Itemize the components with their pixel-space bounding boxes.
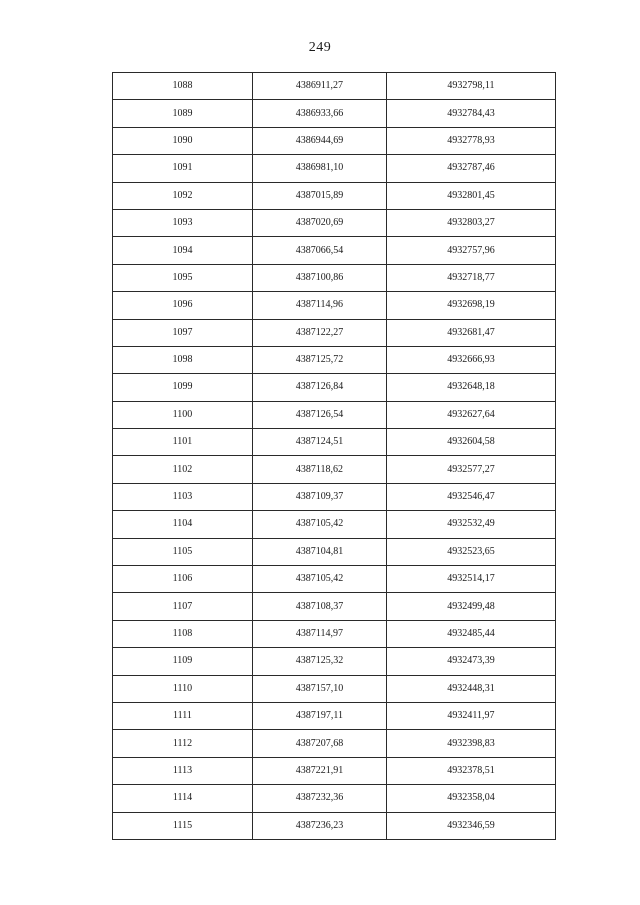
table-row <box>113 264 556 291</box>
table-row <box>113 127 556 154</box>
table-row <box>113 648 556 675</box>
x-coordinate-cell: 4387207,68 <box>253 730 387 757</box>
x-coordinate-cell: 4387114,97 <box>253 620 387 647</box>
table-row <box>113 566 556 593</box>
coordinates-table <box>112 72 556 840</box>
table-row <box>113 346 556 373</box>
point-number-cell: 1108 <box>113 620 253 647</box>
x-coordinate-cell: 4387126,54 <box>253 401 387 428</box>
point-number-cell: 1115 <box>113 812 253 839</box>
y-coordinate-cell: 4932787,46 <box>387 155 556 182</box>
table-row <box>113 209 556 236</box>
point-number-cell: 1102 <box>113 456 253 483</box>
y-coordinate-cell: 4932757,96 <box>387 237 556 264</box>
point-number-cell: 1092 <box>113 182 253 209</box>
y-coordinate-cell: 4932627,64 <box>387 401 556 428</box>
point-number-cell: 1094 <box>113 237 253 264</box>
y-coordinate-cell: 4932358,04 <box>387 785 556 812</box>
y-coordinate-cell: 4932514,17 <box>387 566 556 593</box>
x-coordinate-cell: 4387020,69 <box>253 209 387 236</box>
y-coordinate-cell: 4932546,47 <box>387 483 556 510</box>
point-number-cell: 1109 <box>113 648 253 675</box>
x-coordinate-cell: 4387197,11 <box>253 702 387 729</box>
table-row <box>113 429 556 456</box>
table-row <box>113 675 556 702</box>
point-number-cell: 1101 <box>113 429 253 456</box>
x-coordinate-cell: 4386911,27 <box>253 73 387 100</box>
y-coordinate-cell: 4932681,47 <box>387 319 556 346</box>
x-coordinate-cell: 4387100,86 <box>253 264 387 291</box>
y-coordinate-cell: 4932798,11 <box>387 73 556 100</box>
table-row <box>113 511 556 538</box>
point-number-cell: 1100 <box>113 401 253 428</box>
y-coordinate-cell: 4932398,83 <box>387 730 556 757</box>
point-number-cell: 1106 <box>113 566 253 593</box>
table-row <box>113 620 556 647</box>
page-number: 249 <box>308 40 332 55</box>
y-coordinate-cell: 4932778,93 <box>387 127 556 154</box>
point-number-cell: 1104 <box>113 511 253 538</box>
point-number-cell: 1114 <box>113 785 253 812</box>
point-number-cell: 1096 <box>113 292 253 319</box>
table-row <box>113 456 556 483</box>
x-coordinate-cell: 4387104,81 <box>253 538 387 565</box>
coordinates-table-body <box>113 73 556 840</box>
point-number-cell: 1090 <box>113 127 253 154</box>
table-row <box>113 374 556 401</box>
point-number-cell: 1089 <box>113 100 253 127</box>
y-coordinate-cell: 4932577,27 <box>387 456 556 483</box>
table-row <box>113 401 556 428</box>
y-coordinate-cell: 4932448,31 <box>387 675 556 702</box>
table-row <box>113 757 556 784</box>
y-coordinate-cell: 4932532,49 <box>387 511 556 538</box>
y-coordinate-cell: 4932473,39 <box>387 648 556 675</box>
x-coordinate-cell: 4386981,10 <box>253 155 387 182</box>
x-coordinate-cell: 4387122,27 <box>253 319 387 346</box>
y-coordinate-cell: 4932499,48 <box>387 593 556 620</box>
table-row <box>113 100 556 127</box>
x-coordinate-cell: 4387066,54 <box>253 237 387 264</box>
table-row <box>113 292 556 319</box>
y-coordinate-cell: 4932523,65 <box>387 538 556 565</box>
x-coordinate-cell: 4387124,51 <box>253 429 387 456</box>
table-row <box>113 785 556 812</box>
x-coordinate-cell: 4387108,37 <box>253 593 387 620</box>
y-coordinate-cell: 4932378,51 <box>387 757 556 784</box>
x-coordinate-cell: 4387232,36 <box>253 785 387 812</box>
point-number-cell: 1113 <box>113 757 253 784</box>
x-coordinate-cell: 4387126,84 <box>253 374 387 401</box>
point-number-cell: 1111 <box>113 702 253 729</box>
y-coordinate-cell: 4932485,44 <box>387 620 556 647</box>
point-number-cell: 1099 <box>113 374 253 401</box>
point-number-cell: 1107 <box>113 593 253 620</box>
x-coordinate-cell: 4387114,96 <box>253 292 387 319</box>
x-coordinate-cell: 4387125,72 <box>253 346 387 373</box>
point-number-cell: 1097 <box>113 319 253 346</box>
x-coordinate-cell: 4387157,10 <box>253 675 387 702</box>
table-row <box>113 73 556 100</box>
point-number-cell: 1095 <box>113 264 253 291</box>
x-coordinate-cell: 4387125,32 <box>253 648 387 675</box>
table-row <box>113 702 556 729</box>
y-coordinate-cell: 4932784,43 <box>387 100 556 127</box>
y-coordinate-cell: 4932801,45 <box>387 182 556 209</box>
table-row <box>113 483 556 510</box>
point-number-cell: 1093 <box>113 209 253 236</box>
point-number-cell: 1091 <box>113 155 253 182</box>
x-coordinate-cell: 4387236,23 <box>253 812 387 839</box>
point-number-cell: 1112 <box>113 730 253 757</box>
x-coordinate-cell: 4387118,62 <box>253 456 387 483</box>
point-number-cell: 1105 <box>113 538 253 565</box>
x-coordinate-cell: 4387015,89 <box>253 182 387 209</box>
y-coordinate-cell: 4932698,19 <box>387 292 556 319</box>
point-number-cell: 1110 <box>113 675 253 702</box>
table-row <box>113 237 556 264</box>
y-coordinate-cell: 4932666,93 <box>387 346 556 373</box>
table-row <box>113 812 556 839</box>
x-coordinate-cell: 4386944,69 <box>253 127 387 154</box>
x-coordinate-cell: 4387221,91 <box>253 757 387 784</box>
x-coordinate-cell: 4387105,42 <box>253 566 387 593</box>
y-coordinate-cell: 4932411,97 <box>387 702 556 729</box>
table-row <box>113 593 556 620</box>
point-number-cell: 1098 <box>113 346 253 373</box>
x-coordinate-cell: 4387105,42 <box>253 511 387 538</box>
table-row <box>113 155 556 182</box>
y-coordinate-cell: 4932604,58 <box>387 429 556 456</box>
table-row <box>113 538 556 565</box>
point-number-cell: 1103 <box>113 483 253 510</box>
table-row <box>113 730 556 757</box>
y-coordinate-cell: 4932718,77 <box>387 264 556 291</box>
y-coordinate-cell: 4932346,59 <box>387 812 556 839</box>
y-coordinate-cell: 4932648,18 <box>387 374 556 401</box>
x-coordinate-cell: 4386933,66 <box>253 100 387 127</box>
table-row <box>113 182 556 209</box>
table-row <box>113 319 556 346</box>
y-coordinate-cell: 4932803,27 <box>387 209 556 236</box>
point-number-cell: 1088 <box>113 73 253 100</box>
x-coordinate-cell: 4387109,37 <box>253 483 387 510</box>
